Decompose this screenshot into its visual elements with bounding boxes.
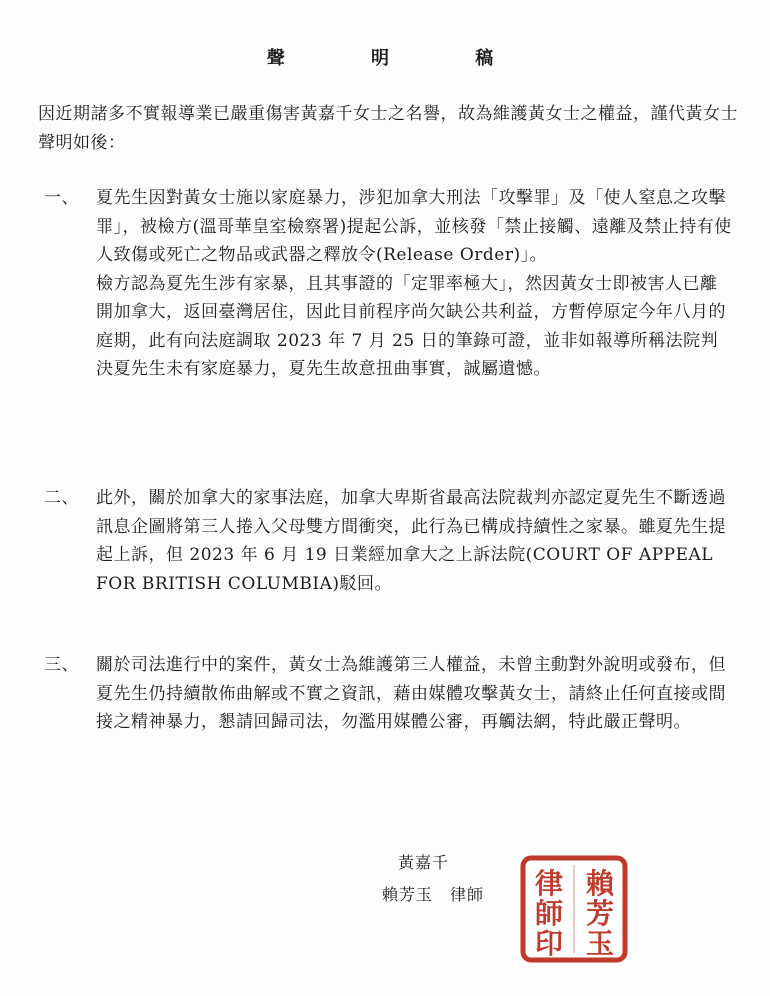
statement-item-2 <box>44 484 734 598</box>
item-paragraph: 檢方認為夏先生涉有家暴，且其事證的「定罪率極大」，然因黃女士即被害人已離開加拿大，返回臺灣居住，因此目前程序尚欠缺公共利益，方暫停原定今年八月的庭期，此有向法庭調取 2023 年 7 月 25 日的筆錄可證，並非如報導所稱法院判決夏先生未有家庭暴力，夏先生故意扭曲事實，誠屬遺憾。 <box>96 273 726 379</box>
intro-paragraph: 因近期諸多不實報導業已嚴重傷害黃嘉千女士之名譽，故為維護黃女士之權益，謹代黃女士聲明如後： <box>38 104 738 153</box>
seal-char: 師 <box>534 897 564 930</box>
item-paragraph: 關於司法進行中的案件，黃女士為維護第三人權益，未曾主動對外說明或發布，但夏先生仍持續散佈曲解或不實之資訊，藉由媒體攻擊黃女士，請終止任何直接或間接之精神暴力，懇請回歸司法，勿濫用媒體公審，再觸法網，特此嚴正聲明。 <box>96 655 726 732</box>
item-paragraph: 此外，關於加拿大的家事法庭，加拿大卑斯省最高法院裁判亦認定夏先生不斷透過訊息企圖將第三人捲入父母雙方間衝突，此行為已構成持續性之家暴。雖夏先生提起上訴，但 2023 年 6 月 19 日業經加拿大之上訴法院(COURT OF APPEAL FOR BRITISH COLUMBIA)駁回。 <box>96 488 726 594</box>
item-number: 二、 <box>44 488 79 508</box>
lawyer-name: 賴芳玉 律師 <box>382 885 485 904</box>
seal-char: 芳 <box>585 897 615 930</box>
lawyer-seal-stamp <box>520 855 628 963</box>
item-body <box>96 651 734 737</box>
seal-char: 玉 <box>585 927 615 960</box>
item-paragraph: 夏先生因對黃女士施以家庭暴力，涉犯加拿大刑法「攻擊罪」及「使人窒息之攻擊罪」，被檢方(溫哥華皇室檢察署)提起公訴，並核發「禁止接觸、遠離及禁止持有使人致傷或死亡之物品或武器之釋放令(Release Order)」。 <box>96 188 732 265</box>
item-number: 三、 <box>44 655 79 675</box>
statement-item-3 <box>44 651 734 737</box>
seal-char: 律 <box>534 867 564 900</box>
statement-item-1 <box>44 184 734 384</box>
item-number: 一、 <box>44 188 79 208</box>
signatory-name: 黃嘉千 <box>398 853 450 872</box>
seal-char: 印 <box>534 927 564 960</box>
document-title: 聲 明 稿 <box>266 48 534 69</box>
item-body <box>96 484 734 598</box>
seal-char: 賴 <box>585 867 615 900</box>
item-body <box>96 184 734 384</box>
